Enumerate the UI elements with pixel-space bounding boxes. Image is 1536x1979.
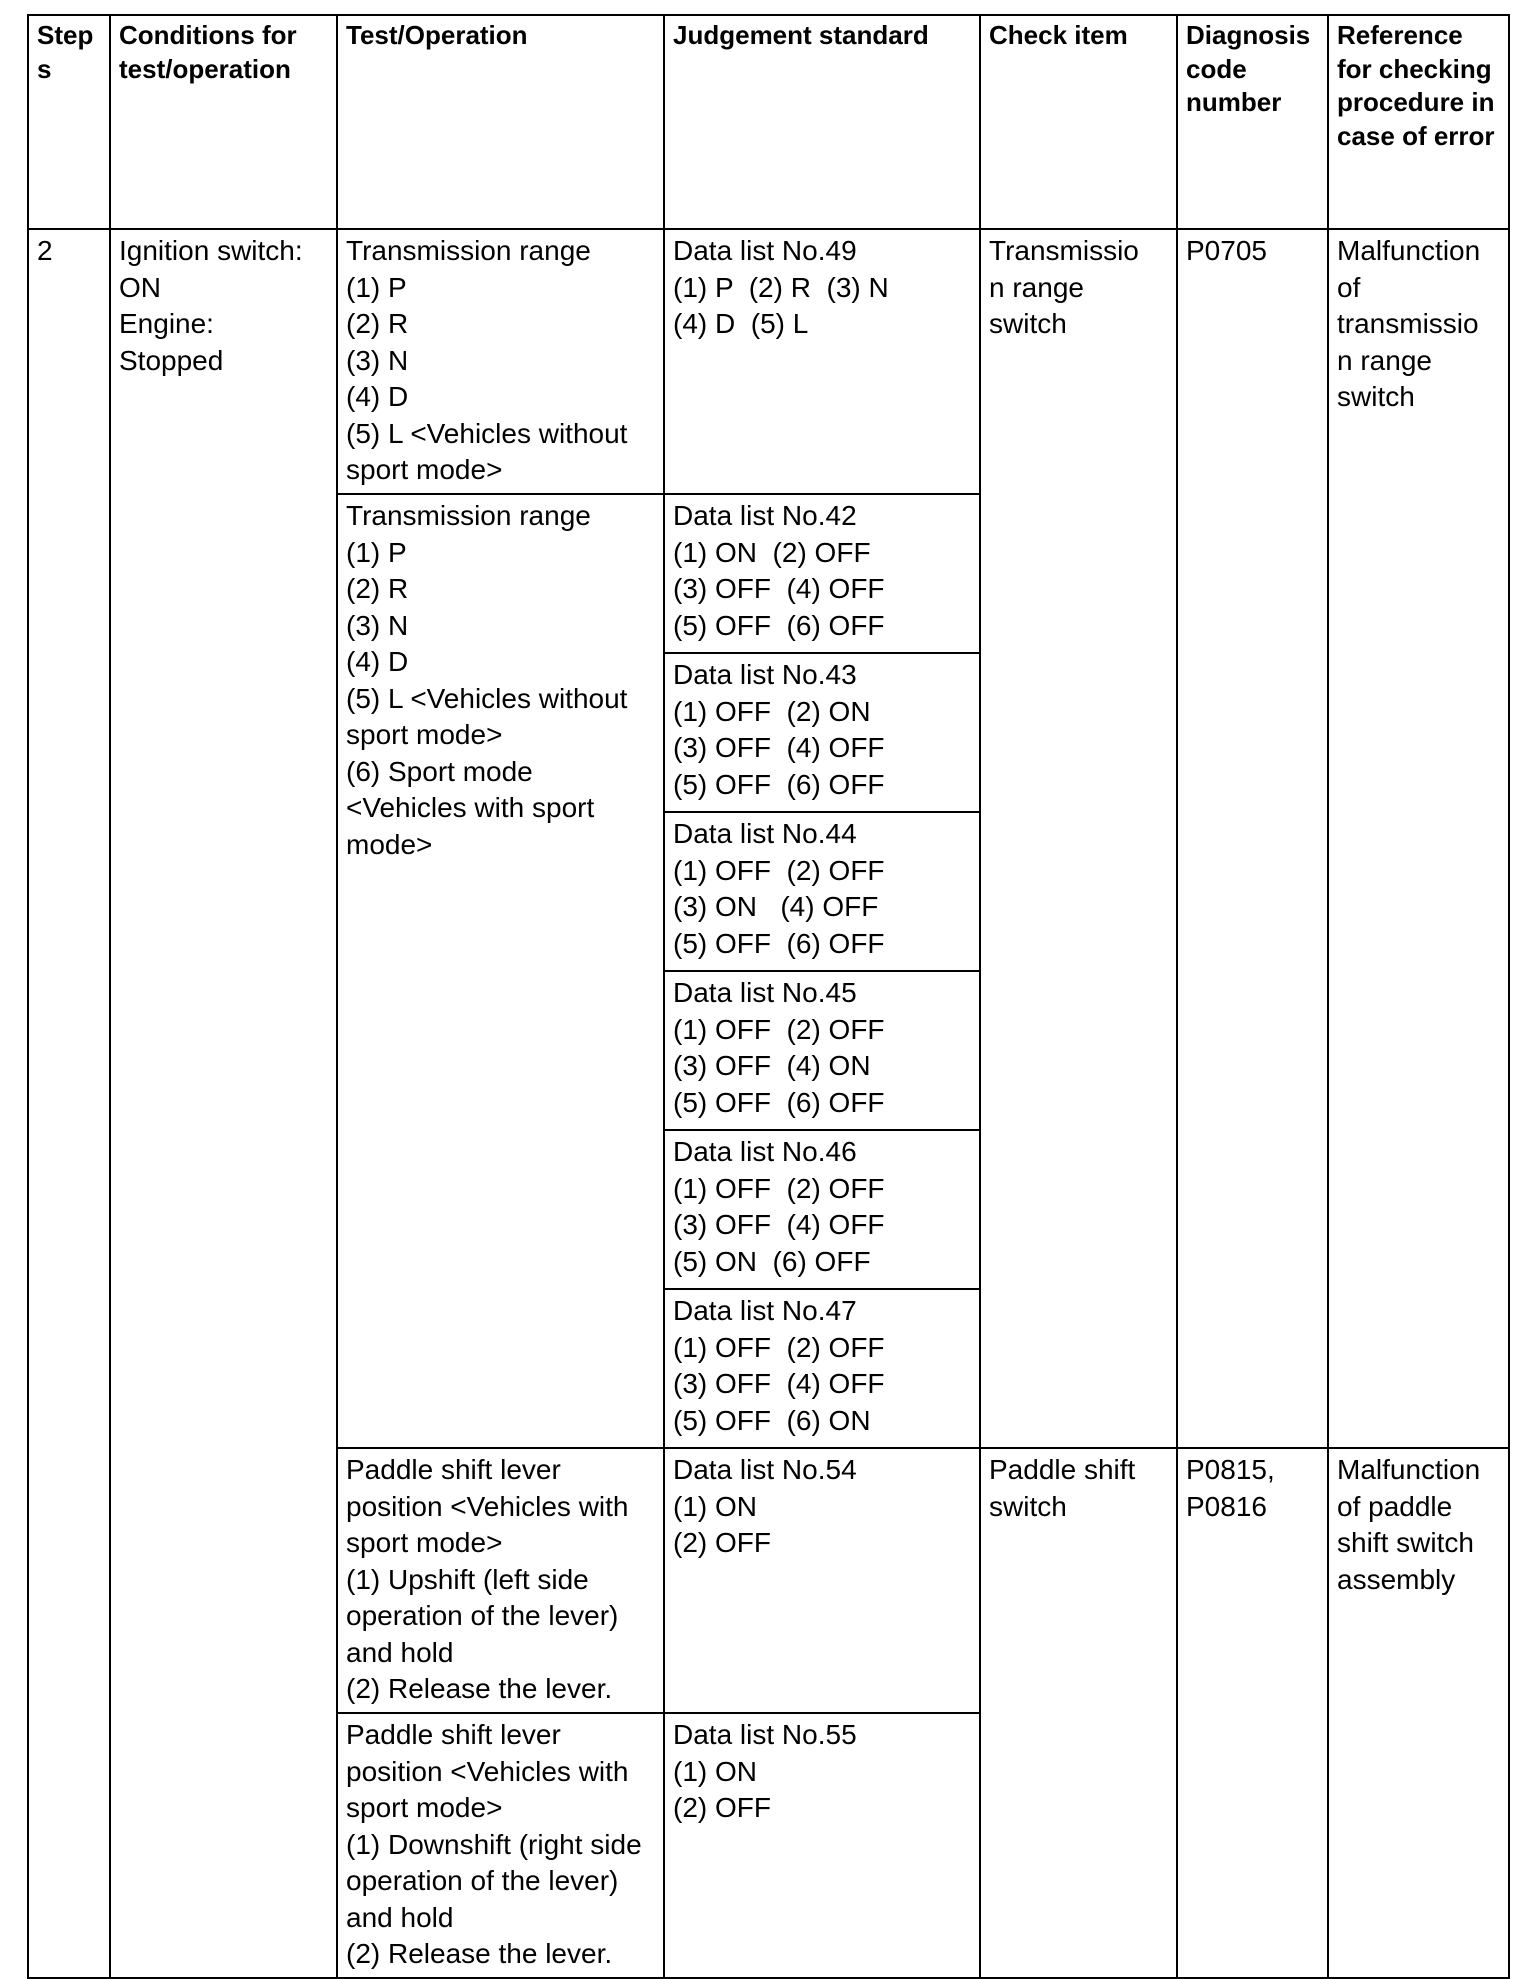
judgement-data-list-46: Data list No.46 (1) OFF (2) OFF (3) OFF (4) OFF (5) ON (6) OFF [664,1130,980,1289]
diagnosis-code-paddle: P0815, P0816 [1177,1448,1328,1978]
header-test-operation: Test/Operation [337,15,664,229]
table-row [28,229,1509,494]
header-row [28,15,1509,229]
header-steps: Step s [28,15,110,229]
inspection-table-container [27,14,1508,1979]
header-reference: Reference for checking procedure in case of error [1328,15,1509,229]
test-paddle-downshift: Paddle shift lever position <Vehicles with sport mode> (1) Downshift (right side operation of the lever) and hold (2) Release the lever. [337,1713,664,1978]
judgement-data-list-42: Data list No.42 (1) ON (2) OFF (3) OFF (4) OFF (5) OFF (6) OFF [664,494,980,653]
test-transmission-range-b: Transmission range (1) P (2) R (3) N (4) D (5) L <Vehicles without sport mode> (6) Sport mode <Vehicles with sport mode> [337,494,664,1448]
judgement-data-list-55: Data list No.55 (1) ON (2) OFF [664,1713,980,1978]
judgement-data-list-49: Data list No.49 (1) P (2) R (3) N (4) D (5) L [664,229,980,494]
judgement-data-list-45: Data list No.45 (1) OFF (2) OFF (3) OFF (4) ON (5) OFF (6) OFF [664,971,980,1130]
step-number: 2 [28,229,110,1978]
test-paddle-upshift: Paddle shift lever position <Vehicles with sport mode> (1) Upshift (left side operation of the lever) and hold (2) Release the lever. [337,1448,664,1713]
inspection-table [27,14,1510,1979]
judgement-data-list-47: Data list No.47 (1) OFF (2) OFF (3) OFF (4) OFF (5) OFF (6) ON [664,1289,980,1448]
reference-range: Malfunction of transmissio n range switch [1328,229,1509,1448]
header-conditions: Conditions for test/operation [110,15,337,229]
reference-paddle: Malfunction of paddle shift switch assembly [1328,1448,1509,1978]
check-item-transmission-range: Transmissio n range switch [980,229,1177,1448]
header-diagnosis-code: Diagnosis code number [1177,15,1328,229]
header-judgement-standard: Judgement standard [664,15,980,229]
judgement-data-list-43: Data list No.43 (1) OFF (2) ON (3) OFF (4) OFF (5) OFF (6) OFF [664,653,980,812]
check-item-paddle-shift: Paddle shift switch [980,1448,1177,1978]
judgement-data-list-44: Data list No.44 (1) OFF (2) OFF (3) ON (4) OFF (5) OFF (6) OFF [664,812,980,971]
header-check-item: Check item [980,15,1177,229]
test-transmission-range-a: Transmission range (1) P (2) R (3) N (4) D (5) L <Vehicles without sport mode> [337,229,664,494]
diagnosis-code-range: P0705 [1177,229,1328,1448]
judgement-data-list-54: Data list No.54 (1) ON (2) OFF [664,1448,980,1713]
conditions-cell: Ignition switch: ON Engine: Stopped [110,229,337,1978]
